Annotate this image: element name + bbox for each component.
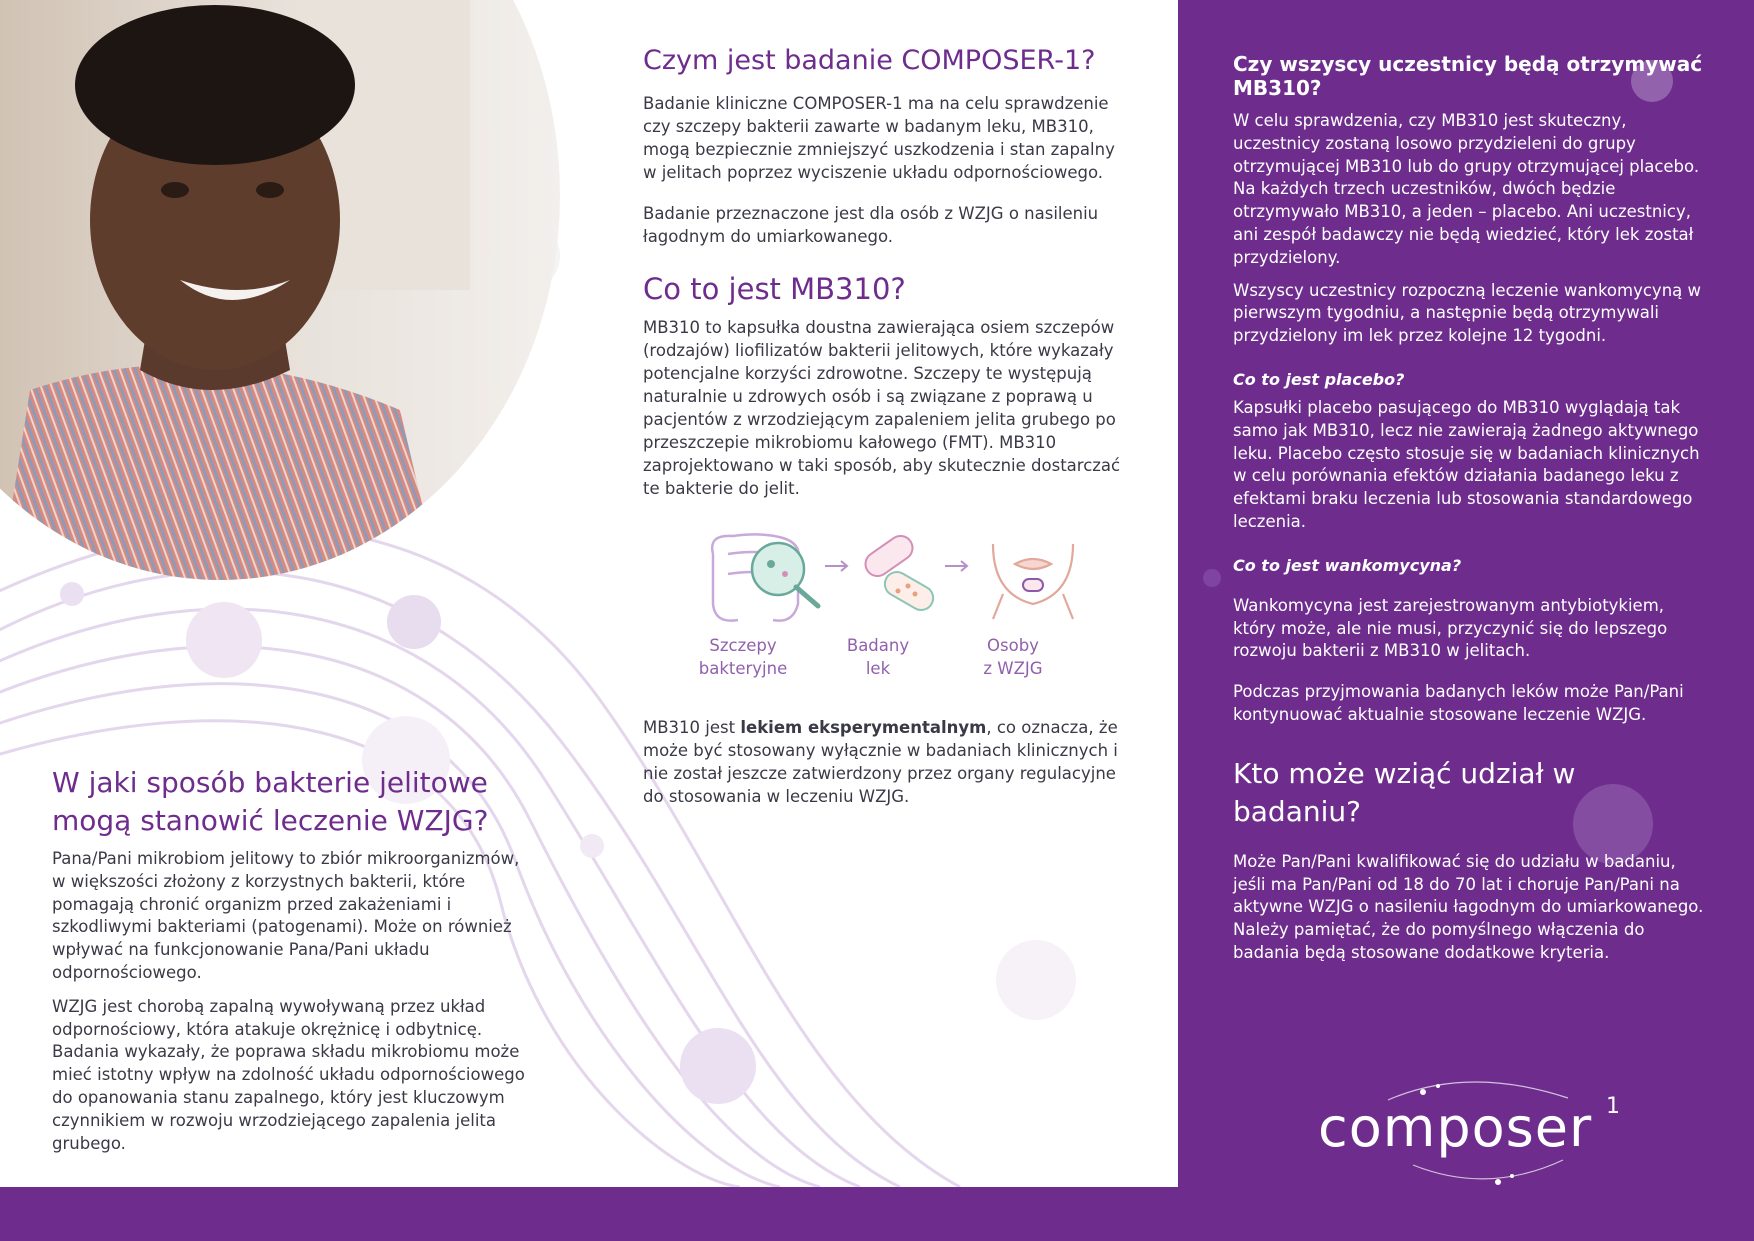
bacteria-paragraph-2: WZJG jest chorobą zapalną wywoływaną przez układ odpornościowy, która atakuje okrężnicę i odbytnicę. Badania wykazały, że poprawa składu mikrobiomu może mieć istotny wpływ na zdolność układu odpornościowego do opanowania stanu zapalnego, który jest kluczowym czynnikiem w rozwoju wrzodziejącego zapalenia jelita grubego.: [52, 996, 525, 1153]
arrow-icon: [825, 561, 847, 571]
placebo-paragraph: Kapsułki placebo pasującego do MB310 wyglądają tak samo jak MB310, lecz nie zawierają żadnego aktywnego leku. Placebo często stosuje się w badaniach klinicznych w celu porównania efektów działania badanego leku z efektami braku leczenia lub stosowania standardowego leczenia.: [1233, 397, 1700, 531]
right-column: [1233, 52, 1711, 965]
caption-study-drug: Badany lek: [846, 636, 910, 678]
mb310-paragraph-2: MB310 jest lekiem eksperymentalnym, co oznacza, że może być stosowany wyłącznie w badaniach klinicznych i nie został jeszcze zatwierdzony przez organy regulacyjne do stosowania w leczeniu WZJG.: [643, 718, 1118, 806]
mb310-illustration: [693, 524, 1093, 704]
composer-paragraph-2: Badanie przeznaczone jest dla osób z WZJG o nasileniu łagodnym do umiarkowanego.: [643, 204, 1099, 246]
caption-bacterial-strains: Szczepy bakteryjne: [698, 636, 788, 678]
capsule-icon: [861, 531, 938, 614]
composer-heading: Czym jest badanie COMPOSER-1?: [643, 45, 1096, 76]
composer-logo: [1318, 1080, 1618, 1200]
vancomycin-paragraph-1: Wankomycyna jest zarejestrowanym antybiotykiem, który może, ale nie musi, przyczynić się do lepszego rozwoju bakterii z MB310 w jelitach.: [1233, 595, 1668, 661]
mb310-heading: Co to jest MB310?: [643, 272, 906, 306]
all-participants-heading: Czy wszyscy uczestnicy będą otrzymywać MB310?: [1233, 52, 1703, 100]
mb310-paragraph-1: MB310 to kapsułka doustna zawierająca osiem szczepów (rodzajów) liofilizatów bakterii jelitowych, które wykazały potencjalne korzyści zdrowotne. Szczepy te występują naturalnie u zdrowych osób i są związane z poprawą u pacjentów z wrzodziejącym zapaleniem jelita grubego po przeszczepie mikrobiomu kałowego (FMT). MB310 zaprojektowano w taki sposób, aby skutecznie dostarczać te bakterie do jelit.: [643, 318, 1121, 498]
composer-paragraph-1: Badanie kliniczne COMPOSER-1 ma na celu sprawdzenie czy szczepy bakterii zawarte w badanym leku, MB310, mogą bezpiecznie zmniejszyć uszkodzenia i stan zapalny w jelitach poprzez wyciszenie układu odpornościowego.: [643, 94, 1115, 182]
bottom-band: [0, 1187, 1754, 1241]
left-column: [52, 764, 532, 1155]
bacteria-paragraph-1: Pana/Pani mikrobiom jelitowy to zbiór mikroorganizmów, w większości złożony z korzystnych bakterii, które pomagają chronić organizm przed zakażeniami i szkodliwymi bakteriami (patogenami). Może on również wpływać na funkcjonowanie Pana/Pani układu odpornościowego.: [52, 849, 520, 982]
vancomycin-heading: Co to jest wankomycyna?: [1233, 555, 1462, 575]
middle-column: [643, 44, 1133, 808]
illustration-graphics: [693, 524, 1093, 634]
all-participants-paragraph-1: W celu sprawdzenia, czy MB310 jest skuteczny, uczestnicy zostaną losowo przydzieleni do grupy otrzymującej MB310 lub do grupy otrzymującej placebo. Na każdych trzech uczestników, dwóch będzie otrzymywało MB310, a jeden – placebo. Ani uczestnicy, ani zespół badawczy nie będą wiedzieć, który lek został przydzielony.: [1233, 111, 1700, 267]
arrow-icon: [945, 561, 967, 571]
eligibility-paragraph: Może Pan/Pani kwalifikować się do udziału w badaniu, jeśli ma Pan/Pani od 18 do 70 lat i choruje Pan/Pani na aktywne WZJG o nasileniu łagodnym do umiarkowanego. Należy pamiętać, że do pomyślnego włączenia do badania będą stosowane dodatkowe kryteria.: [1233, 851, 1704, 962]
logo-superscript: 1: [1606, 1094, 1620, 1119]
eligibility-heading: Kto może wziąć udział w badaniu?: [1233, 756, 1576, 828]
logo-text: composer: [1318, 1096, 1593, 1159]
all-participants-paragraph-2: Wszyscy uczestnicy rozpoczną leczenie wankomycyną w pierwszym tygodniu, a następnie będą otrzymywali przydzielony im lek przez kolejne 12 tygodni.: [1233, 280, 1702, 346]
magnifier-icon: [752, 543, 818, 606]
vancomycin-paragraph-2: Podczas przyjmowania badanych leków może Pan/Pani kontynuować aktualnie stosowane leczenie WZJG.: [1233, 682, 1684, 724]
placebo-heading: Co to jest placebo?: [1233, 369, 1405, 389]
bacteria-heading: W jaki sposób bakterie jelitowe mogą stanowić leczenie WZJG?: [52, 766, 489, 837]
caption-patients: Osoby z WZJG: [983, 636, 1043, 678]
